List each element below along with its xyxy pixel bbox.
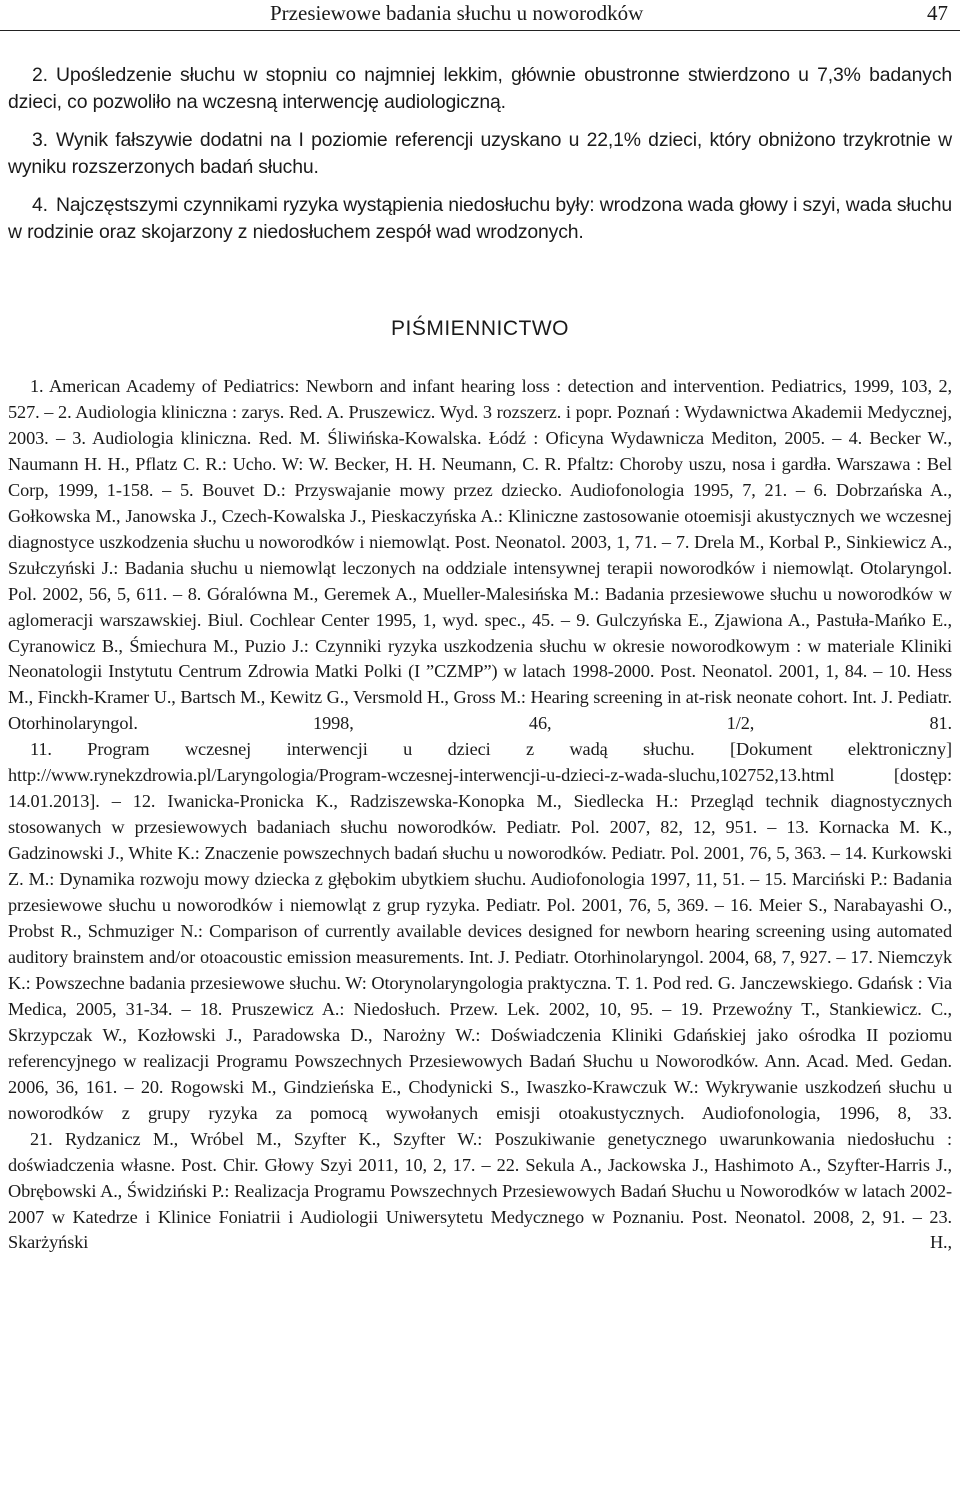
conclusion-number: 3. <box>32 129 48 151</box>
reference-paragraph: 11. Program wczesnej interwencji u dzieci z wadą słuchu. [Dokument elektroniczny] http://www.rynekzdrowia.pl/Laryngologia/Program-wczesnej-interwencji-u-dzieci-z-wada-sluchu,102752,13.html [dostęp: 14.01.2013]. – 12. Iwanicka-Pronicka K., Radziszewska-Konopka M., Siedlecka H.: Przegląd technik diagnostycznych stosowanych w przesiewowych badaniach słuchu noworodków. Pediatr. Pol. 2007, 82, 12, 951. – 13. Kornacka M. K., Gadzinowski J., White K.: Znaczenie powszechnych badań słuchu u noworodków. Pediatr. Pol. 2001, 76, 5, 363. – 14. Kurkowski Z. M.: Dynamika rozwoju mowy dziecka z głębokim ubytkiem słuchu. Audiofonologia 1997, 11, 51. – 15. Marciński P.: Badania przesiewowe słuchu u noworodków i niemowląt z grup ryzyka. Pediatr. Pol. 2001, 76, 5, 369. – 16. Meier S., Narabayashi O., Probst R., Schmuziger N.: Comparison of currently available devices designed for newborn hearing screening using automated auditory brainstem and/or otoacoustic emission measurements. Int. J. Pediatr. Otorhinolaryngol. 2004, 68, 7, 927. – 17. Niemczyk K.: Powszechne badania przesiewowe słuchu. W: Otorynolaryngologia praktyczna. T. 1. Pod red. G. Janczewskiego. Gdańsk : Via Medica, 2005, 31-34. – 18. Pruszewicz A.: Niedosłuch. Przew. Lek. 2002, 10, 95. – 19. Przewoźny T., Stankiewicz. C., Skrzypczak W., Kozłowski J., Paradowska D., Narożny W.: Doświadczenia Kliniki Gdańskiej jako ośrodka II poziomu referencyjnego w realizacji Programu Powszechnych Przesiewowych Badań Słuchu u Noworodków. Ann. Acad. Med. Gedan. 2006, 36, 161. – 20. Rogowski M., Gindzieńska E., Chodynicki S., Iwaszko-Krawczuk W.: Wykrywanie uszkodzeń słuchu u noworodków z grupy ryzyka za pomocą wywołanych emisji otoakustycznych. Audiofonologia, 1996, 8, 33. <box>8 739 952 1123</box>
conclusion-item <box>8 127 952 181</box>
header-rule <box>0 30 960 31</box>
conclusions-list <box>8 62 952 257</box>
running-title: Przesiewowe badania słuchu u noworodków <box>270 1 644 25</box>
conclusion-number: 2. <box>32 64 48 86</box>
running-header <box>0 0 960 30</box>
conclusion-item <box>8 62 952 116</box>
conclusion-number: 4. <box>32 194 48 216</box>
reference-paragraph: 21. Rydzanicz M., Wróbel M., Szyfter K., Szyfter W.: Poszukiwanie genetycznego uwarunkowania niedosłuchu : doświadczenia własne. Post. Chir. Głowy Szyi 2011, 10, 2, 17. – 22. Sekula A., Jackowska J., Hashimoto A., Szyfter-Harris J., Obrębowski A., Świdziński P.: Realizacja Programu Powszechnych Przesiewowych Badań Słuchu u Noworodków w latach 2002-2007 w Katedrze i Klinice Foniatrii i Audiologii Uniwersytetu Medycznego w Poznaniu. Post. Neonatol. 2008, 2, 91. – 23. Skarżyński H., <box>8 1128 952 1253</box>
references-heading: PIŚMIENNICTWO <box>391 317 569 340</box>
reference-paragraph: 1. American Academy of Pediatrics: Newborn and infant hearing loss : detection and intervention. Pediatrics, 1999, 103, 2, 527. – 2. Audiologia kliniczna : zarys. Red. A. Pruszewicz. Wyd. 3 rozszerz. i popr. Poznań : Wydawnictwa Akademii Medycznej, 2003. – 3. Audiologia kliniczna. Red. M. Śliwińska-Kowalska. Łódź : Oficyna Wydawnicza Mediton, 2005. – 4. Becker W., Naumann H. H., Pflatz C. R.: Ucho. W: W. Becker, H. H. Neumann, C. R. Pfaltz: Choroby uszu, nosa i gardła. Warszawa : Bel Corp, 1999, 1-158. – 5. Bouvet D.: Przyswajanie mowy przez dziecko. Audiofonologia 1995, 7, 21. – 6. Dobrzańska A., Gołkowska M., Janowska J., Czech-Kowalska J., Pieskaczyńska A.: Kliniczne zastosowanie otoemisji akustycznych we wczesnej diagnostyce uszkodzenia słuchu u noworodków i niemowląt. Post. Neonatol. 2003, 1, 71. – 7. Drela M., Korbal P., Sinkiewicz A., Szułczyński J.: Badania słuchu u niemowląt leczonych na oddziale intensywnej terapii noworodków i niemowląt. Otolaryngol. Pol. 2002, 56, 5, 611. – 8. Góralówna M., Geremek A., Mueller-Malesińska M.: Badania przesiewowe słuchu u noworodków w aglomeracji warszawskiej. Biul. Cochlear Center 1995, 1, wyd. spec., 45. – 9. Gulczyńska E., Zjawiona A., Pastuła-Mańko E., Cyranowicz B., Śmiechura M., Puzio J.: Czynniki ryzyka uszkodzenia słuchu w okresie noworodkowym : w materiale Kliniki Neonatologii Instytutu Centrum Zdrowia Matki Polki (I ”CZMP”) w latach 1998-2000. Post. Neonatol. 2001, 1, 84. – 10. Hess M., Finckh-Kramer U., Bartsch M., Kewitz G., Versmold H., Gross M.: Hearing screening in at-risk neonate cohort. Int. J. Pediatr. Otorhinolaryngol. 1998, 46, 1/2, 81. <box>8 376 952 734</box>
references-list <box>8 374 952 1256</box>
conclusion-item <box>8 192 952 246</box>
conclusion-text: Upośledzenie słuchu w stopniu co najmniej lekkim, głównie obustronne stwierdzono u 7,3% badanych dzieci, co pozwoliło na wczesną interwencję audiologiczną. <box>8 64 952 113</box>
conclusion-text: Wynik fałszywie dodatni na I poziomie referencji uzyskano u 22,1% dzieci, który obniżono trzykrotnie w wyniku rozszerzonych badań słuchu. <box>8 129 952 178</box>
page-number: 47 <box>927 1 948 25</box>
conclusion-text: Najczęstszymi czynnikami ryzyka wystąpienia niedosłuchu były: wrodzona wada głowy i szyi, wada słuchu w rodzinie oraz skojarzony z niedosłuchem zespół wad wrodzonych. <box>8 194 952 243</box>
